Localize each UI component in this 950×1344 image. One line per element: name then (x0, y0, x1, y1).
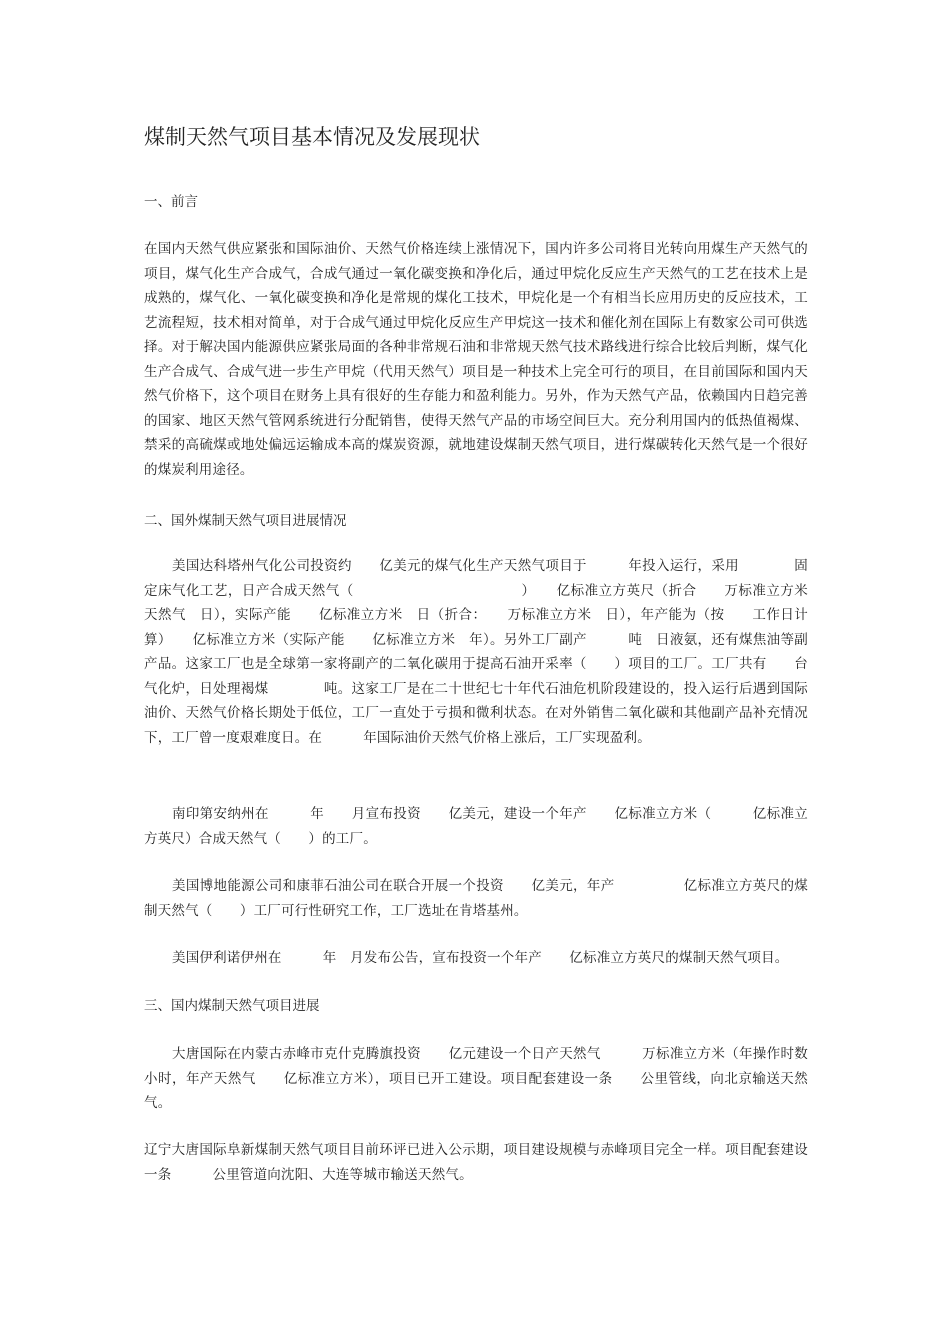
document-title: 煤制天然气项目基本情况及发展现状 (144, 125, 480, 149)
paragraph-illinois-project: 美国伊利诺伊州在 年 月发布公告，宣布投资一个年产 亿标准立方英尺的煤制天然气项目。 (172, 950, 789, 966)
paragraph-datang-fuxin: 辽宁大唐国际阜新煤制天然气项目目前环评已进入公示期，项目建设规模与赤峰项目完全一样。项目配套建设一条 公里管道向沈阳、大连等城市输送天然气。 (144, 1142, 808, 1183)
section-heading-foreign-projects: 二、国外煤制天然气项目进展情况 (144, 513, 347, 529)
paragraph-indiana-project: 南印第安纳州在 年 月宣布投资 亿美元，建设一个年产 亿标准立方米（ 亿标准立方英尺）合成天然气（ ）的工厂。 (144, 806, 808, 847)
section-heading-domestic-projects: 三、国内煤制天然气项目进展 (144, 998, 320, 1014)
section-heading-preface: 一、前言 (144, 194, 198, 210)
paragraph-preface: 在国内天然气供应紧张和国际油价、天然气价格连续上涨情况下，国内许多公司将目光转向用煤生产天然气的项目，煤气化生产合成气，合成气通过一氧化碳变换和净化后，通过甲烷化反应生产天然气的工艺在技术上是成熟的，煤气化、一氧化碳变换和净化是常规的煤化工技术，甲烷化是一个有相当长应用历史的反应技术，工艺流程短，技术相对简单，对于合成气通过甲烷化反应生产甲烷这一技术和催化剂在国际上有数家公司可供选择。对于解决国内能源供应紧张局面的各种非常规石油和非常规天然气技术路线进行综合比较后判断，煤气化生产合成气、合成气进一步生产甲烷（代用天然气）项目是一种技术上完全可行的项目，在目前国际和国内天然气价格下，这个项目在财务上具有很好的生存能力和盈利能力。另外，作为天然气产品，依赖国内日趋完善的国家、地区天然气管网系统进行分配销售，使得天然气产品的市场空间巨大。充分利用国内的低热值褐煤、禁采的高硫煤或地处偏远运输成本高的煤炭资源，就地建设煤制天然气项目，进行煤碳转化天然气是一个很好的煤炭利用途径。 (144, 241, 808, 478)
paragraph-peabody-project: 美国博地能源公司和康菲石油公司在联合开展一个投资 亿美元，年产 亿标准立方英尺的煤制天然气（ ）工厂可行性研究工作，工厂选址在肯塔基州。 (144, 878, 808, 919)
paragraph-dakota-project: 美国达科塔州气化公司投资约 亿美元的煤气化生产天然气项目于 年投入运行，采用 固定床气化工艺，日产合成天然气（ ） 亿标准立方英尺（折合 万标准立方米天然气 日），实际产能 亿标准立方米 日（折合： 万标准立方米 日），年产能为（按 工作日计算） 亿标准立方米（实际产能 亿标准立方米 年）。另外工厂副产 吨 日液氨，还有煤焦油等副产品。这家工厂也是全球第一家将副产的二氧化碳用于提高石油开采率（ ）项目的工厂。工厂共有 台 气化炉，日处理褐煤 吨。这家工厂是在二十世纪七十年代石油危机阶段建设的，投入运行后遇到国际油价、天然气价格长期处于低位，工厂一直处于亏损和微利状态。在对外销售二氧化碳和其他副产品补充情况下，工厂曾一度艰难度日。在 年国际油价天然气价格上涨后，工厂实现盈利。 (144, 558, 904, 746)
paragraph-datang-chifeng: 大唐国际在内蒙古赤峰市克什克腾旗投资 亿元建设一个日产天然气 万标准立方米（年操作时数 小时，年产天然气 亿标准立方米），项目已开工建设。项目配套建设一条 公里管线，向北京输送天然气。 (144, 1046, 850, 1111)
